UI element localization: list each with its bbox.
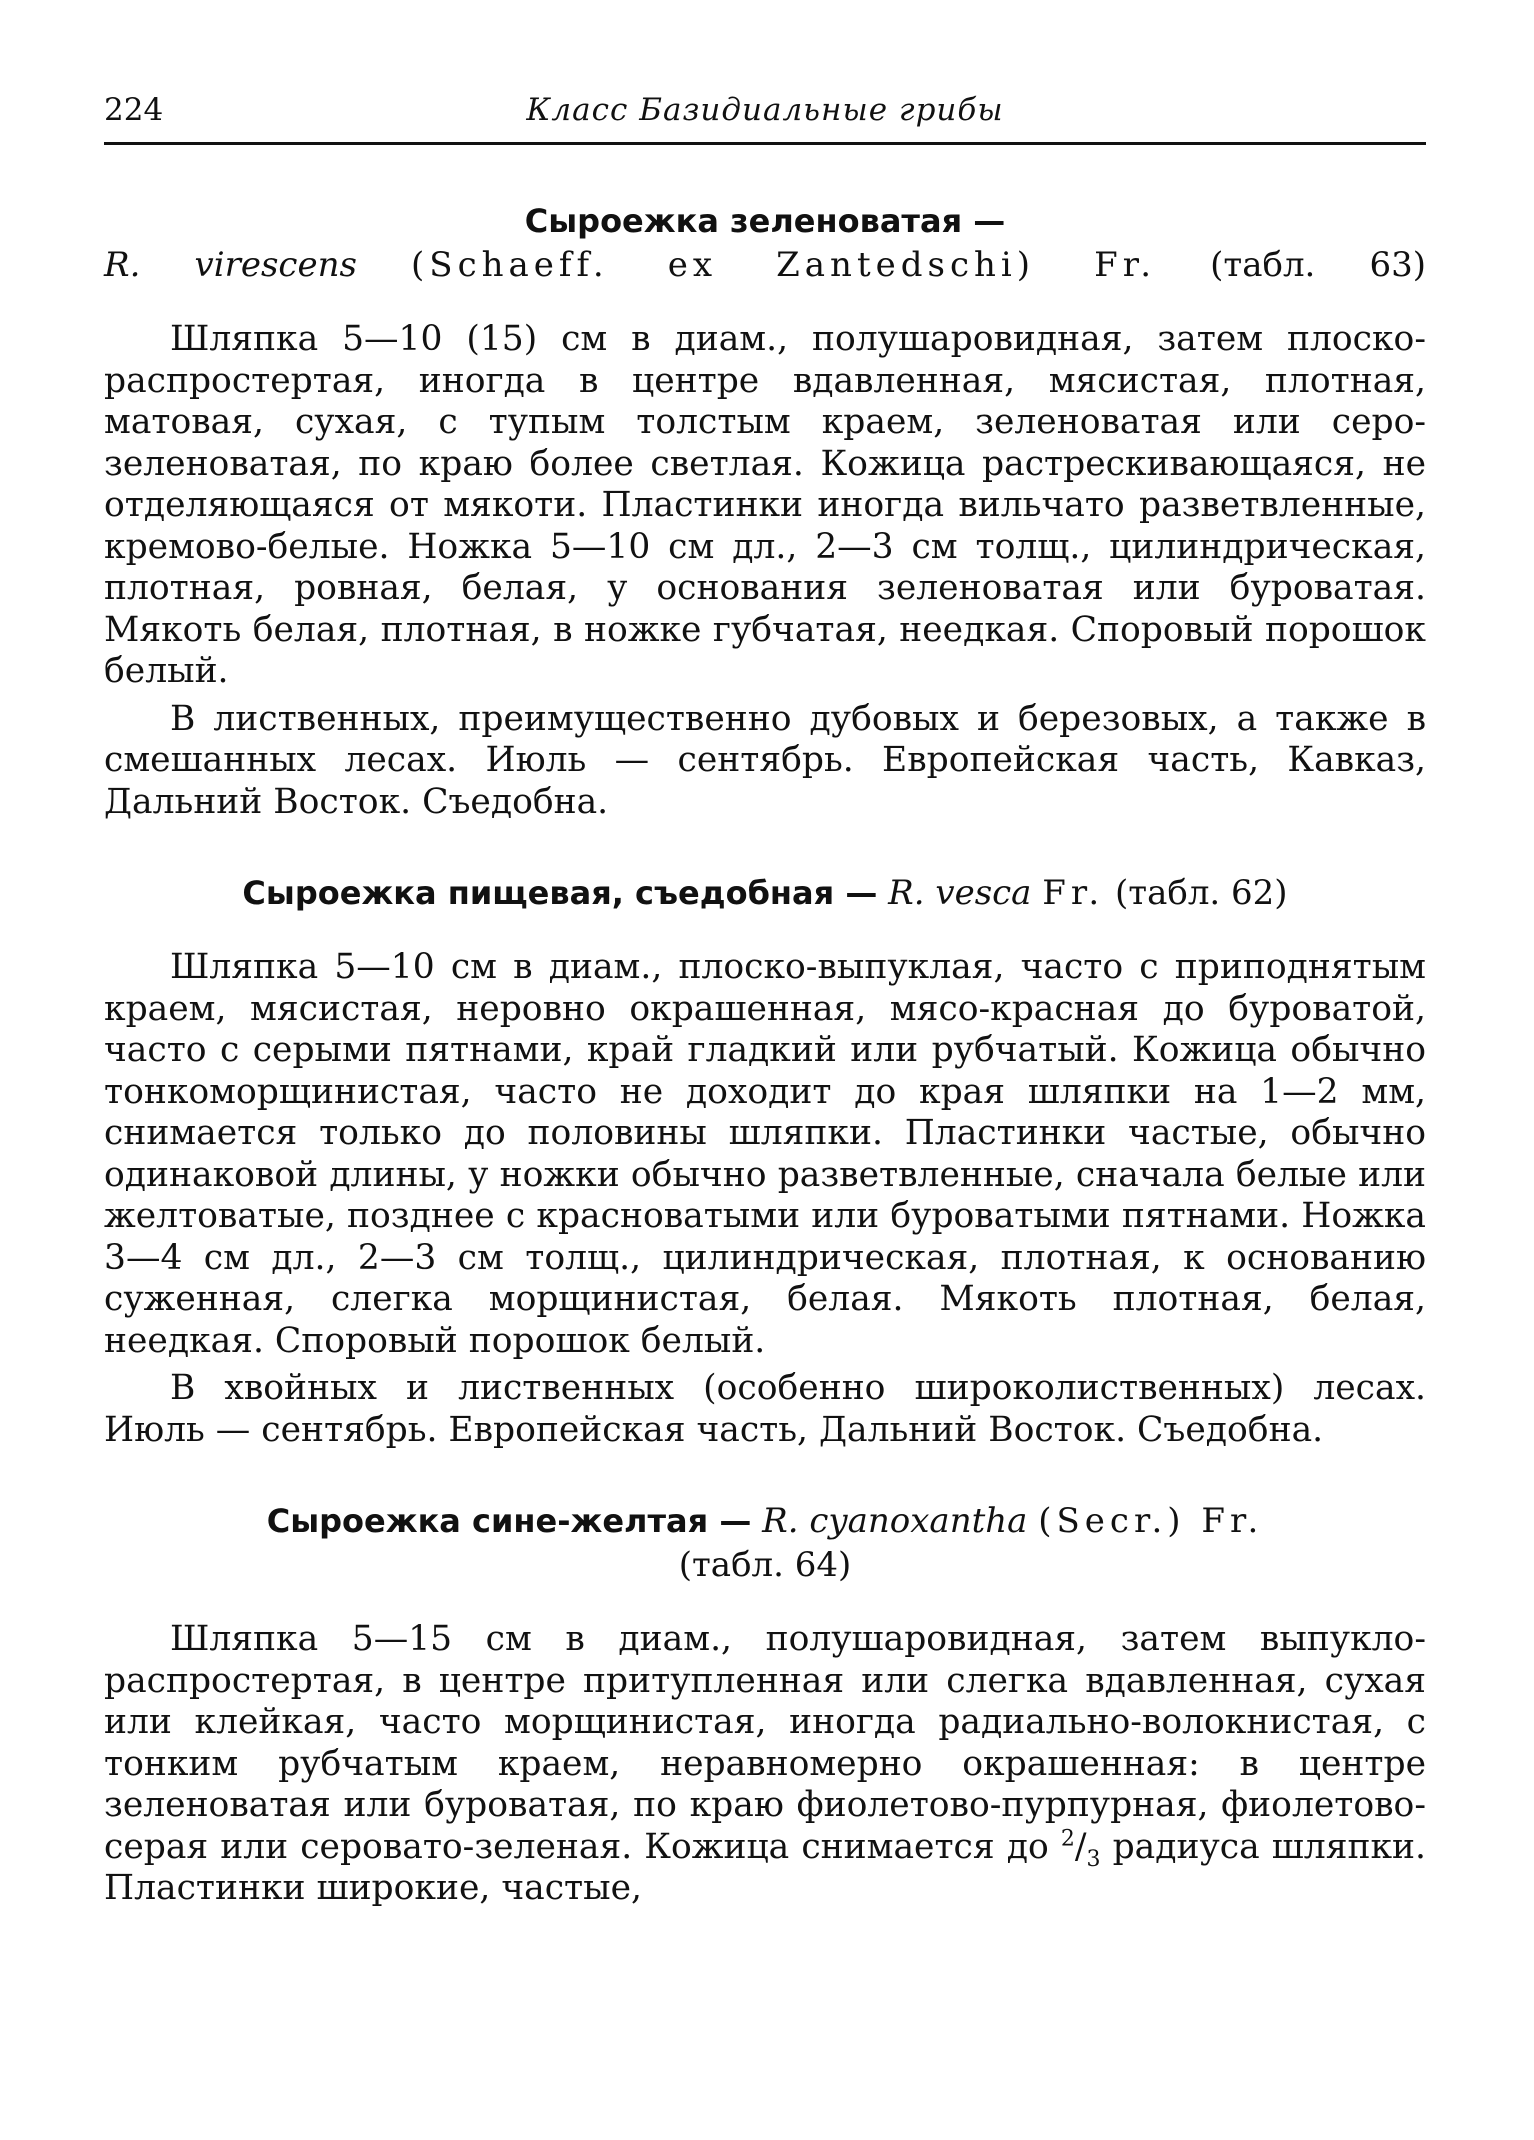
latin-genus: R.	[762, 1501, 799, 1541]
plate-reference: (табл. 63)	[1210, 245, 1426, 285]
description-end: радиуса шляпки. Пластинки широкие, частые,	[104, 1826, 1427, 1908]
species-heading	[104, 199, 1426, 287]
latin-genus: R.	[888, 873, 925, 913]
book-page	[104, 88, 1426, 1910]
latin-species: vesca	[935, 873, 1032, 913]
species-heading	[104, 871, 1426, 915]
header-rule	[104, 142, 1426, 145]
species-author: Fr.	[1042, 873, 1105, 913]
plate-reference: (табл. 64)	[678, 1545, 852, 1585]
species-entry	[104, 1499, 1426, 1910]
species-author: (Secr.) Fr.	[1038, 1501, 1264, 1541]
latin-genus: R.	[104, 245, 141, 285]
fraction-numerator: 2	[1060, 1826, 1075, 1851]
species-description	[104, 1619, 1426, 1910]
species-habitat: В хвойных и лиственных (особенно широколиственных) лесах. Июль — сентябрь. Европейская часть, Дальний Восток. Съедобна.	[104, 1368, 1426, 1450]
species-entry	[104, 199, 1426, 823]
species-heading	[104, 1499, 1426, 1587]
description-start: Шляпка 5—15 см в диам., полушаровидная, затем выпуклораспростертая, в центре притупленная или слегка вдавленная, сухая или клейкая, часто морщинистая, иногда радиально-волокнистая, с тонким рубчатым краем, неравномерно окрашенная: в центре зеленоватая или буроватая, по краю фиолетово-пурпурная, фиолетово-серая или серовато-зеленая. Кожица снимается до	[104, 1619, 1426, 1867]
common-name: Сыроежка сине-желтая —	[266, 1502, 752, 1540]
running-head	[104, 88, 1426, 138]
common-name: Сыроежка зеленоватая —	[524, 202, 1006, 240]
fraction-denominator: 3	[1086, 1846, 1101, 1872]
species-description: Шляпка 5—10 (15) см в диам., полушаровидная, затем плоскораспростертая, иногда в центре вдавленная, мясистая, плотная, матовая, сухая, с тупым толстым краем, зеленоватая или серо-зеленоватая, по краю более светлая. Кожица растрескивающаяся, не отделяющаяся от мякоти. Пластинки иногда вильчато разветвленные, кремово-белые. Ножка 5—10 см дл., 2—3 см толщ., цилиндрическая, плотная, ровная, белая, у основания зеленоватая или буроватая. Мякоть белая, плотная, в ножке губчатая, неедкая. Споровый порошок белый.	[104, 319, 1426, 691]
latin-species: cyanoxantha	[809, 1501, 1028, 1541]
plate-reference: (табл. 62)	[1115, 873, 1288, 913]
species-author: (Schaeff. ex Zantedschi) Fr.	[411, 245, 1157, 285]
common-name: Сыроежка пищевая, съедобная —	[242, 874, 878, 912]
species-habitat: В лиственных, преимущественно дубовых и березовых, а также в смешанных лесах. Июль — сентябрь. Европейская часть, Кавказ, Дальний Восток. Съедобна.	[104, 698, 1426, 822]
species-entry	[104, 871, 1426, 1451]
fraction-two-thirds: $^2/_3$	[1060, 1826, 1101, 1872]
page-number: 224	[104, 92, 164, 128]
latin-species: virescens	[194, 245, 357, 285]
running-title: Класс Базидиальные грибы	[526, 92, 1004, 128]
species-description: Шляпка 5—10 см в диам., плоско-выпуклая, часто с приподнятым краем, мясистая, неровно окрашенная, мясо-красная до буроватой, часто с серыми пятнами, край гладкий или рубчатый. Кожица обычно тонкоморщинистая, часто не доходит до края шляпки на 1—2 мм, снимается только до половины шляпки. Пластинки частые, обычно одинаковой длины, у ножки обычно разветвленные, сначала белые или желтоватые, позднее с красноватыми или буроватыми пятнами. Ножка 3—4 см дл., 2—3 см толщ., цилиндрическая, плотная, к основанию суженная, слегка морщинистая, белая. Мякоть плотная, белая, неедкая. Споровый порошок белый.	[104, 947, 1426, 1361]
